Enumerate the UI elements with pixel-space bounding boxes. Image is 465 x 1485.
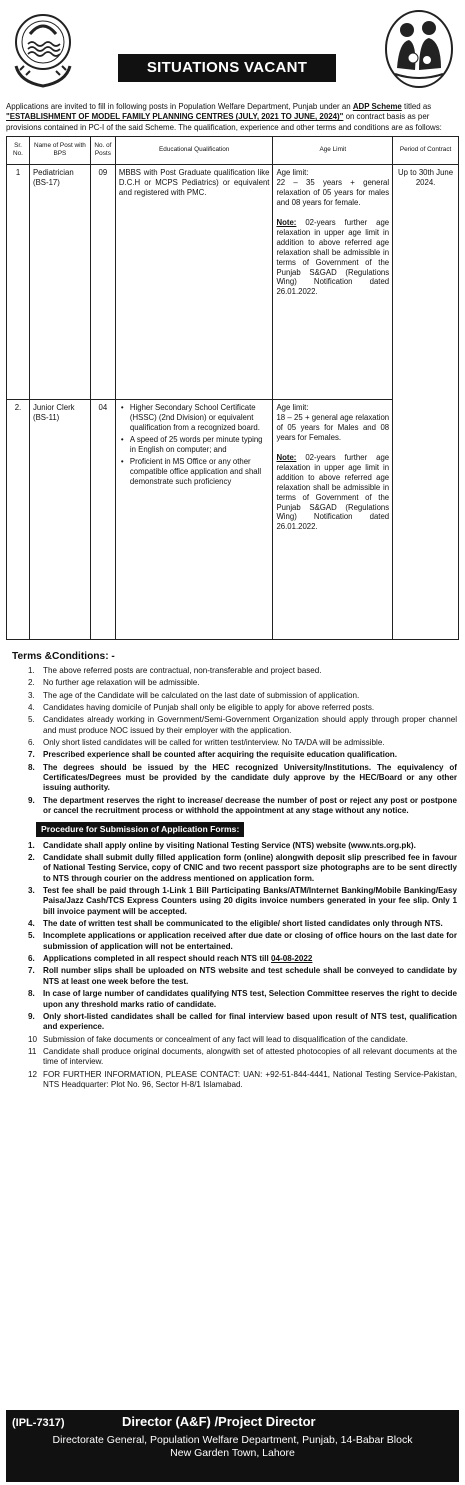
row-age-limit bbox=[273, 399, 393, 639]
header-sr-no: Sr. No. bbox=[7, 136, 30, 164]
list-item: 4. The date of written test shall be communicated to the eligible/ short listed candidates only through NTS. bbox=[28, 919, 443, 929]
note-label: Note: bbox=[276, 217, 297, 227]
list-item: 7. Prescribed experience shall be counted after acquiring the requisite education qualification. bbox=[28, 750, 397, 760]
procedure-title: Procedure for Submission of Application Forms: bbox=[36, 822, 244, 837]
post-bps: (BS-17) bbox=[32, 177, 60, 187]
row-count: 04 bbox=[90, 399, 115, 639]
scheme-title: "ESTABLISHMENT OF MODEL FAMILY PLANNING CENTRES (JULY, 2021 TO JUNE, 2024)" bbox=[6, 112, 344, 122]
post-name: Pediatrician bbox=[32, 167, 74, 177]
list-item: 2. Candidate shall submit dully filled application form (online) alongwith deposit slip prescribed fee in favour of National Testing Service, copy of CNIC and two recent passport size photographs are to be sent directly to NTS through courier on the address mentioned on application form. bbox=[28, 852, 457, 883]
table-row bbox=[7, 164, 459, 399]
signatory: Director (A&F) /Project Director bbox=[122, 1414, 316, 1429]
adp-scheme-label: ADP Scheme bbox=[352, 102, 402, 111]
age-text: 22 – 35 years + general relaxation of 05 years for males and 08 years for female. bbox=[276, 177, 390, 207]
row-qualification bbox=[115, 399, 273, 639]
footer-top-row bbox=[12, 1414, 453, 1431]
age-note bbox=[276, 453, 389, 533]
list-item: 3. Test fee shall be paid through 1-Link 1 Bill Participating Banks/ATM/Internet Banking/Mobile Banking/Easy Paisa/Jazz Cash/TCS Express Counters using 20 digits invoice numbers generated in your fee slip. Only 1 bill invoice payment will be accepted. bbox=[28, 885, 457, 916]
ad-reference: (IPL-7317) bbox=[12, 1417, 65, 1429]
row-qualification: MBBS with Post Graduate qualification like D.C.H or MCPS Pediatrics) or equivalent and registered with PMC. bbox=[115, 164, 273, 399]
header-posts-count: No. of Posts bbox=[90, 136, 115, 164]
row-age-limit bbox=[273, 164, 393, 399]
terms-list bbox=[6, 666, 459, 817]
list-item: 9. Only short-listed candidates shall be called for final interview based upon result of NTS test, qualification and experience. bbox=[28, 1011, 457, 1032]
intro-paragraph: Applications are invited to fill in following posts in Population Welfare Department, Punjab under an ADP Scheme titled as "ESTABLISHMENT OF MODEL FAMILY PLANNING CENTRES (JULY, 2021 TO JUNE, 2024)" on contract basis as per provisions contained in PC-I of the said Scheme. The qualification, experience and other terms and conditions are as follows: bbox=[6, 102, 442, 132]
footer-address bbox=[12, 1434, 453, 1461]
procedure-list bbox=[6, 841, 459, 1091]
list-item: 1. Candidate shall apply online by visiting National Testing Service (NTS) website (www.nts.org.pk). bbox=[28, 840, 416, 850]
qualification-item: • A speed of 25 words per minute typing in English on computer; and bbox=[119, 435, 270, 455]
qualification-item: • Higher Secondary School Certificate (HSSC) (2nd Division) or equivalent qualification from a recognized board. bbox=[119, 403, 270, 433]
header-qualification: Educational Qualification bbox=[115, 136, 273, 164]
age-title: Age limit: bbox=[276, 402, 309, 412]
deadline-date: 04-08-2022 bbox=[271, 954, 313, 964]
terms-title: Terms &Conditions: - bbox=[12, 650, 115, 662]
list-item: 2. No further age relaxation will be admissible. bbox=[28, 678, 200, 688]
list-item: 3. The age of the Candidate will be calculated on the last date of submission of application. bbox=[28, 690, 360, 700]
row-count: 09 bbox=[90, 164, 115, 399]
family-planning-logo-icon bbox=[383, 8, 455, 90]
list-item: 10 Submission of fake documents or concealment of any fact will lead to disqualification of the candidate. bbox=[28, 1034, 408, 1044]
post-name: Junior Clerk bbox=[32, 402, 75, 412]
list-item: 8. The degrees should be issued by the HEC recognized University/Institutions. The equivalency of Certificates/Degrees must be provided by the candidate duly approve by the HEC/Board or any other issuing authority. bbox=[28, 762, 457, 793]
list-item: 12 FOR FURTHER INFORMATION, PLEASE CONTACT: UAN: +92-51-844-4441, National Testing Service-Pakistan, NTS Headquarter: Plot No. 96, Sector H-8/1 Islamabad. bbox=[28, 1069, 457, 1090]
address-line-2: New Garden Town, Lahore bbox=[170, 1447, 295, 1460]
row-post bbox=[29, 399, 90, 639]
list-item: 6. Applications completed in all respect should reach NTS till 04-08-2022 bbox=[28, 954, 313, 964]
punjab-emblem-icon bbox=[10, 8, 76, 90]
list-item: 5. Incomplete applications or application received after due date or closing of office hours on the last date for submission of application will not be entertained. bbox=[28, 931, 457, 951]
list-item: 11 Candidate shall produce original documents, alongwith set of attested photocopies of all relevant documents at the time of interview. bbox=[28, 1046, 457, 1067]
post-bps: (BS-11) bbox=[32, 412, 60, 422]
header-post: Name of Post with BPS bbox=[29, 136, 90, 164]
table-header-row bbox=[7, 136, 459, 164]
page-title: SITUATIONS VACANT bbox=[118, 54, 336, 82]
header bbox=[6, 4, 459, 100]
table-row bbox=[7, 399, 459, 639]
posts-table bbox=[6, 136, 459, 640]
footer bbox=[6, 1410, 459, 1482]
age-note bbox=[276, 218, 389, 298]
note-text: 02-years further age relaxation in upper age limit in addition to above referred age relaxation shall be admissible in terms of Government of the Punjab S&GAD (Regulations Wing) Notification dated 26.01.2022. bbox=[276, 217, 390, 297]
list-item: 8. In case of large number of candidates qualifying NTS test, Selection Committee reserves the right to decide upon any threshold marks ratio of candidate. bbox=[28, 989, 457, 1009]
row-sr: 1 bbox=[7, 164, 30, 399]
list-item: 9. The department reserves the right to increase/ decrease the number of post or reject any post or postpone or cancel the recruitment process or withhold the appointment at any stage without any notice. bbox=[28, 795, 457, 816]
address-line-1: Directorate General, Population Welfare Department, Punjab, 14-Babar Block bbox=[52, 1433, 413, 1446]
list-item: 7. Roll number slips shall be uploaded on NTS website and test schedule shall be conveyed to candidate by NTS at least one week before the test. bbox=[28, 966, 457, 986]
header-period: Period of Contract bbox=[393, 136, 459, 164]
age-text: 18 – 25 + general age relaxation of 05 years for Males and 08 years for Females. bbox=[276, 412, 390, 442]
list-item: 5. Candidates already working in Government/Semi-Government Organization should apply through proper channel and must produce NOC issued by their employer with the application. bbox=[28, 715, 457, 735]
note-label: Note: bbox=[276, 452, 297, 462]
row-sr: 2. bbox=[7, 399, 30, 639]
note-text: 02-years further age relaxation in upper age limit in addition to above referred age relaxation shall be admissible in terms of Government of the Punjab S&GAD (Regulations Wing) Notification dated 26.01.2022. bbox=[276, 452, 390, 532]
list-item: 6. Only short listed candidates will be called for written test/interview. No TA/DA will be admissible. bbox=[28, 738, 385, 747]
header-age-limit: Age Limit bbox=[273, 136, 393, 164]
list-item: 4. Candidates having domicile of Punjab shall only be eligible to apply for above referred posts. bbox=[28, 702, 375, 712]
qualification-item: • Proficient in MS Office or any other compatible office application and shall demonstrate such proficiency bbox=[119, 457, 270, 487]
row-period: Up to 30th June 2024. bbox=[393, 164, 459, 639]
age-title: Age limit: bbox=[276, 167, 309, 177]
list-item: 1. The above referred posts are contractual, non-transferable and project based. bbox=[28, 665, 322, 675]
row-post bbox=[29, 164, 90, 399]
